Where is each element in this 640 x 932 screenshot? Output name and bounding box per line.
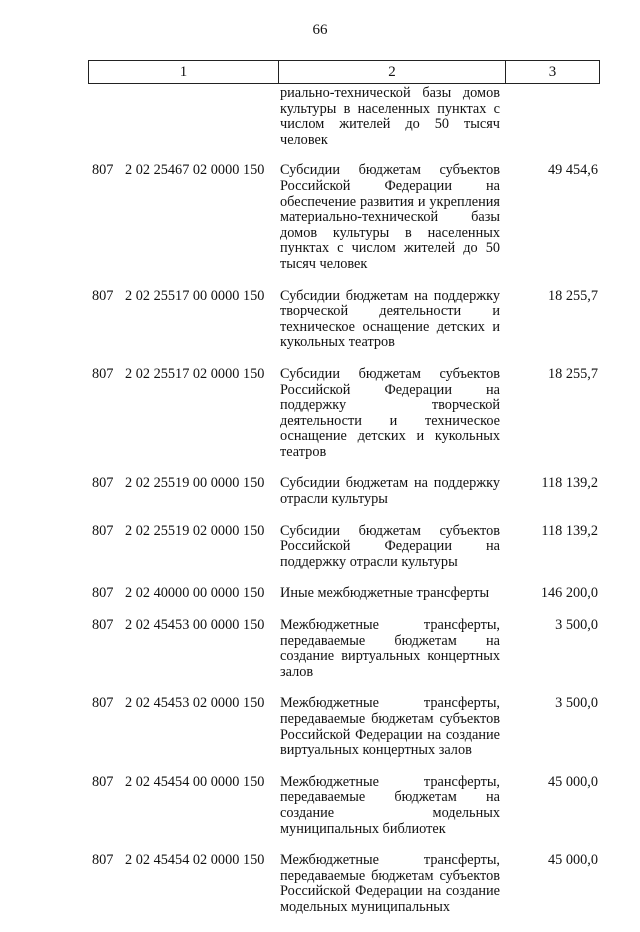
admin-code: 807 — [92, 162, 114, 179]
amount-cell: 49 454,6 — [547, 162, 598, 179]
budget-code: 2 02 25517 02 0000 150 — [125, 365, 265, 382]
description-cell: Межбюджетные трансферты, передаваемые бюджетам субъектов Российской Федерации на создание виртуальных концертных залов — [280, 695, 500, 759]
amount-cell: 3 500,0 — [555, 695, 598, 712]
amount-cell: 45 000,0 — [547, 773, 598, 790]
admin-code: 807 — [92, 365, 114, 382]
budget-code: 2 02 25519 02 0000 150 — [125, 522, 265, 539]
table-body — [88, 86, 600, 932]
table-row — [88, 367, 600, 461]
budget-code: 2 02 25467 02 0000 150 — [125, 162, 265, 179]
budget-code: 2 02 45453 02 0000 150 — [125, 695, 265, 712]
header-col-2: 2 — [279, 61, 506, 83]
budget-code: 2 02 40000 00 0000 150 — [125, 585, 265, 602]
admin-code: 807 — [92, 852, 114, 869]
amount-cell: 45 000,0 — [547, 852, 598, 869]
code-cell — [88, 524, 278, 571]
amount-cell — [500, 86, 600, 148]
amount-cell: 3 500,0 — [555, 617, 598, 634]
code-cell — [88, 853, 278, 915]
code-cell — [88, 163, 278, 272]
budget-code: 2 02 45454 00 0000 150 — [125, 773, 265, 790]
admin-code: 807 — [92, 475, 114, 492]
budget-code: 2 02 25517 00 0000 150 — [125, 287, 265, 304]
budget-code: 2 02 25519 00 0000 150 — [125, 475, 265, 492]
budget-code: 2 02 45453 00 0000 150 — [125, 617, 265, 634]
code-cell — [88, 586, 278, 602]
description-cell: Межбюджетные трансферты, передаваемые бюджетам на создание модельных муниципальных библиотек — [280, 773, 500, 837]
header-col-1: 1 — [89, 61, 279, 83]
code-cell — [88, 696, 278, 758]
table-row — [88, 696, 600, 758]
budget-code: 2 02 45454 02 0000 150 — [125, 852, 265, 869]
description-cell: Межбюджетные трансферты, передаваемые бюджетам субъектов Российской Федерации на создание модельных муниципальных — [280, 852, 500, 915]
description-cell: Субсидии бюджетам субъектов Российской Федерации на обеспечение развития и укрепления материально-технической базы домов культуры в населенных пунктах с числом жителей до 50 тысяч человек — [280, 162, 500, 272]
admin-code: 807 — [92, 287, 114, 304]
admin-code: 807 — [92, 617, 114, 634]
code-cell — [88, 476, 278, 507]
amount-cell: 18 255,7 — [547, 287, 598, 304]
amount-cell: 18 255,7 — [547, 365, 598, 382]
description-cell: Субсидии бюджетам на поддержку отрасли культуры — [280, 475, 500, 508]
description-cell: Межбюджетные трансферты, передаваемые бюджетам на создание виртуальных концертных залов — [280, 617, 500, 680]
admin-code: 807 — [92, 773, 114, 790]
description-cell: Субсидии бюджетам субъектов Российской Федерации на поддержку творческой деятельности и техническое оснащение детских и кукольных театров — [280, 365, 500, 460]
table-row — [88, 775, 600, 837]
table-row — [88, 163, 600, 272]
code-cell — [88, 86, 278, 148]
code-cell — [88, 367, 278, 461]
amount-cell: 118 139,2 — [541, 522, 598, 539]
description-cell: Субсидии бюджетам субъектов Российской Федерации на поддержку отрасли культуры — [280, 522, 500, 570]
amount-cell: 146 200,0 — [540, 585, 598, 602]
header-col-3: 3 — [548, 63, 557, 80]
table-row — [88, 524, 600, 571]
amount-cell: 118 139,2 — [541, 475, 598, 492]
description-cell: Субсидии бюджетам на поддержку творческой деятельности и техническое оснащение детских и кукольных театров — [280, 287, 500, 351]
table-row — [88, 86, 600, 148]
table-header — [88, 60, 600, 84]
code-cell — [88, 775, 278, 837]
page-number: 66 — [312, 22, 328, 38]
admin-code: 807 — [92, 585, 114, 602]
code-cell — [88, 289, 278, 351]
admin-code: 807 — [92, 522, 114, 539]
admin-code: 807 — [92, 695, 114, 712]
description-cell: Иные межбюджетные трансферты — [280, 585, 490, 602]
table-row — [88, 586, 600, 602]
code-cell — [88, 618, 278, 680]
table-row — [88, 618, 600, 680]
table-row — [88, 289, 600, 351]
table-row — [88, 853, 600, 915]
description-cell: риально-технической базы домов культуры в населенных пунктах с числом жителей до 50 тысяч человек — [280, 85, 500, 148]
table-row — [88, 476, 600, 507]
